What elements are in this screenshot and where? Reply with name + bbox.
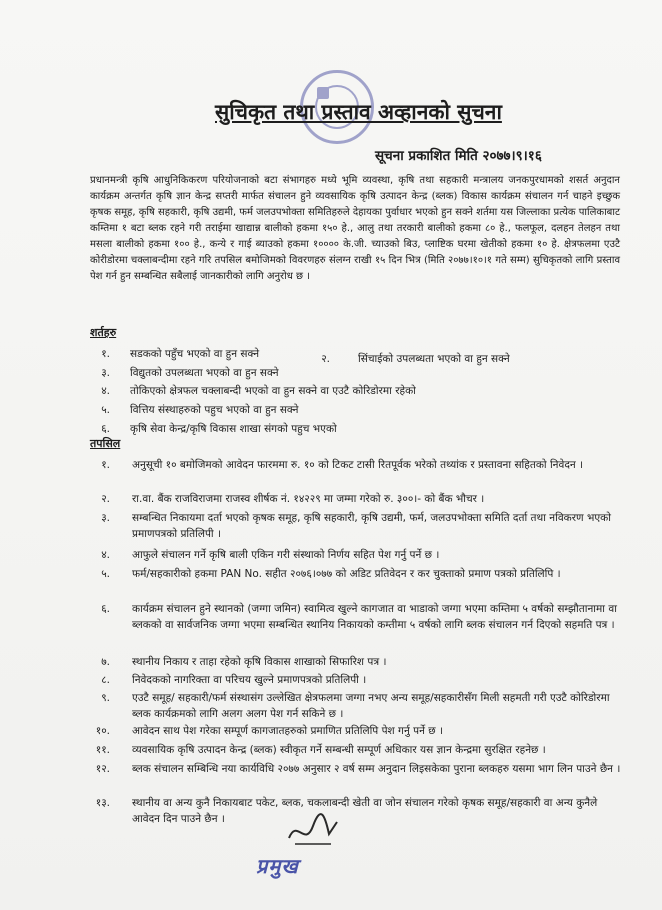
annex-number: २. bbox=[101, 493, 110, 505]
intro-paragraph: प्रधानमन्त्री कृषि आधुनिकिकरण परियोजनाको बटा संभागहरु मध्ये भूमि व्यवस्था, कृषि तथा सहकारी मन्त्रालय जनकपुरधामको शसर्त अनुदान कार्यक्रम अन्तर्गत कृषि ज्ञान केन्द्र सप्तरी मार्फत संचालन हुने व्यवसायिक कृषि उत्पादन केन्द्र (ब्लक) विकास कार्यक्रम संचालन गर्न चाहने इच्छुक कृषक समूह, कृषि सहकारी, कृषि उद्यमी, फर्म जलउपभोक्ता समितिहरुले देहायका पुर्वाधार भएको हुन सक्ने शर्तमा यस जिल्लाका प्रत्येक पालिकाबाट कम्तिमा १ बटा ब्लक रहने गरी तराईमा खाद्यान्न बालीको हकमा १५० हे., आलु तथा तरकारी बालीको हकमा ८० हे., फलफूल, दलहन तेलहन तथा मसला बालीको हकमा १०० हे., कन्ये र गाई ब्याउको हकमा १०००० के.जी. च्याउको बिउ, प्लाष्टिक घरमा खेतीको हकमा १० हे. क्षेत्रफलमा एउटै कोरीडोरमा चक्लाबन्दीमा रहने गरि तपसिल बमोजिमको विवरणहरु संलग्न राखी १५ दिन भित्र (मिति २०७७।१०।१ गते सम्म) सुचिकृतको लागि प्रस्ताव पेश गर्न हुन सम्बन्धित सबैलाई जानकारीको लागि अनुरोध छ । bbox=[90, 175, 620, 282]
annex-text: व्यवसायिक कृषि उत्पादन केन्द्र (ब्लक) स्वीकृत गर्ने सम्बन्धी सम्पूर्ण अधिकार यस ज्ञान केन्द्रमा सुरक्षित रहनेछ । bbox=[132, 744, 546, 756]
annex-heading: तपसिल bbox=[90, 437, 121, 450]
condition-number: ४. bbox=[101, 385, 110, 397]
condition-text: विद्युतको उपलब्धता भएको वा हुन सक्ने bbox=[130, 367, 279, 379]
annex-number: ८. bbox=[101, 674, 110, 686]
annex-number: ७. bbox=[101, 656, 110, 668]
condition-text: सडकको पहुँच भएको वा हुन सक्ने bbox=[130, 348, 260, 360]
annex-number: १०. bbox=[95, 725, 110, 737]
annex-text: रा.वा. बैंक राजविराजमा राजस्व शीर्षक नं. १४२२९ मा जम्मा गरेको रु. ३००।- को बैंक भौचर । bbox=[132, 493, 485, 505]
condition-number: ३. bbox=[101, 367, 110, 379]
annex-number: १. bbox=[101, 459, 110, 471]
handwritten-signature bbox=[285, 808, 341, 852]
condition-text: वित्तिय संस्थाहरुको पहुच भएको वा हुन सक्ने bbox=[130, 404, 299, 416]
condition-number: १. bbox=[101, 348, 110, 360]
annex-number: ९. bbox=[101, 692, 110, 704]
annex-text: सम्बन्धित निकायमा दर्ता भएको कृषक समूह, कृषि सहकारी, कृषि उद्यमी, फर्म, जलउपभोक्ता समिति दर्ता तथा नविकरण भएको प्रमाणपत्रको प्रतिलिपी । bbox=[132, 512, 611, 540]
annex-number: ६. bbox=[101, 603, 110, 615]
annex-number: ३. bbox=[101, 512, 110, 524]
annex-text: ब्लक संचालन सम्बिन्धि नया कार्यविधि २०७७ अनुसार २ वर्ष सम्म अनुदान लिइसकेका पुराना ब्लकहरु यसमा भाग लिन पाउने छैन । bbox=[132, 763, 621, 775]
chief-stamp: प्रमुख bbox=[256, 854, 299, 878]
annex-text: स्थानीय निकाय र ताहा रहेको कृषि विकास शाखाको सिफारिश पत्र । bbox=[132, 656, 387, 668]
annex-text: आफुले संचालन गर्ने कृषि बाली एकिन गरी संस्थाको निर्णय सहित पेश गर्नु पर्ने छ । bbox=[132, 549, 440, 561]
annex-text: कार्यक्रम संचालन हुने स्थानको (जग्गा जमिन) स्वामित्व खुल्ने कागजात वा भाडाको जग्गा भएमा कम्तिमा ५ वर्षको सम्झौतानामा वा ब्लकको वा सार्वजनिक जग्गा भएमा सम्बन्धित स्थानिय निकायको कम्तीमा ५ वर्षको लागि ब्लक संचालन गर्न दिएको सहमति पत्र । bbox=[132, 603, 617, 631]
annex-text: स्थानीय वा अन्य कुनै निकायबाट पकेट, ब्लक, चकलाबन्दी खेती वा जोन संचालन गरेको कृषक समूह/सहकारी वा अन्य कुनैले आवेदन दिन पाउने छैन । bbox=[132, 797, 598, 825]
annex-text: अनुसूची १० बमोजिमको आवेदन फारममा रु. १० को टिकट टासी रितपूर्वक भरेको तथ्यांक र प्रस्तावना सहितको निवेदन । bbox=[132, 459, 584, 471]
condition-text: कृषि सेवा केन्द्र/कृषि विकास शाखा संगको पहुच भएको bbox=[130, 423, 337, 435]
notice-title: सुचिकृत तथा प्रस्ताव अव्हानको सुचना bbox=[215, 100, 502, 124]
condition-text: सिंचाईको उपलब्धता भएको वा हुन सक्ने bbox=[358, 353, 510, 365]
annex-text: फर्म/सहकारीको हकमा PAN No. सहीत २०७६।०७७ को अडिट प्रतिवेदन र कर चुक्ताको प्रमाण पत्रको प्रतिलिपि । bbox=[132, 568, 561, 580]
annex-text: आवेदन साथ पेश गरेका सम्पूर्ण कागजातहरुको प्रमाणित प्रतिलिपि पेश गर्नु पर्ने छ । bbox=[132, 725, 443, 737]
condition-number: ५. bbox=[101, 404, 110, 416]
annex-number: ४. bbox=[101, 549, 110, 561]
condition-text: तोकिएको क्षेत्रफल चक्लाबन्दी भएको वा हुन सक्ने वा एउटै कोरिडोरमा रहेको bbox=[130, 385, 416, 397]
annex-text: निवेदकको नागरिक्ता वा परिचय खुल्ने प्रमाणपत्रको प्रतिलिपी । bbox=[132, 674, 367, 686]
condition-number: २. bbox=[321, 353, 330, 365]
annex-number: ११. bbox=[95, 744, 110, 756]
annex-number: १३. bbox=[95, 797, 110, 809]
condition-number: ६. bbox=[101, 423, 110, 435]
publish-date: सूचना प्रकाशित मिति २०७७।९।१६ bbox=[375, 148, 542, 164]
annex-text: एउटै समूह/ सहकारी/फर्म संस्थासंग उल्लेखित क्षेत्रफलमा जग्गा नभए अन्य समूह/सहकारीसँग मिली सहमती गरी एउटै कोरिडोरमा ब्लक कार्यक्रमको लागि अलग अलग पेश गर्न सकिने छ । bbox=[132, 692, 610, 720]
annex-number: १२. bbox=[95, 763, 110, 775]
annex-number: ५. bbox=[101, 568, 110, 580]
conditions-heading: शर्तहरु bbox=[90, 326, 117, 339]
